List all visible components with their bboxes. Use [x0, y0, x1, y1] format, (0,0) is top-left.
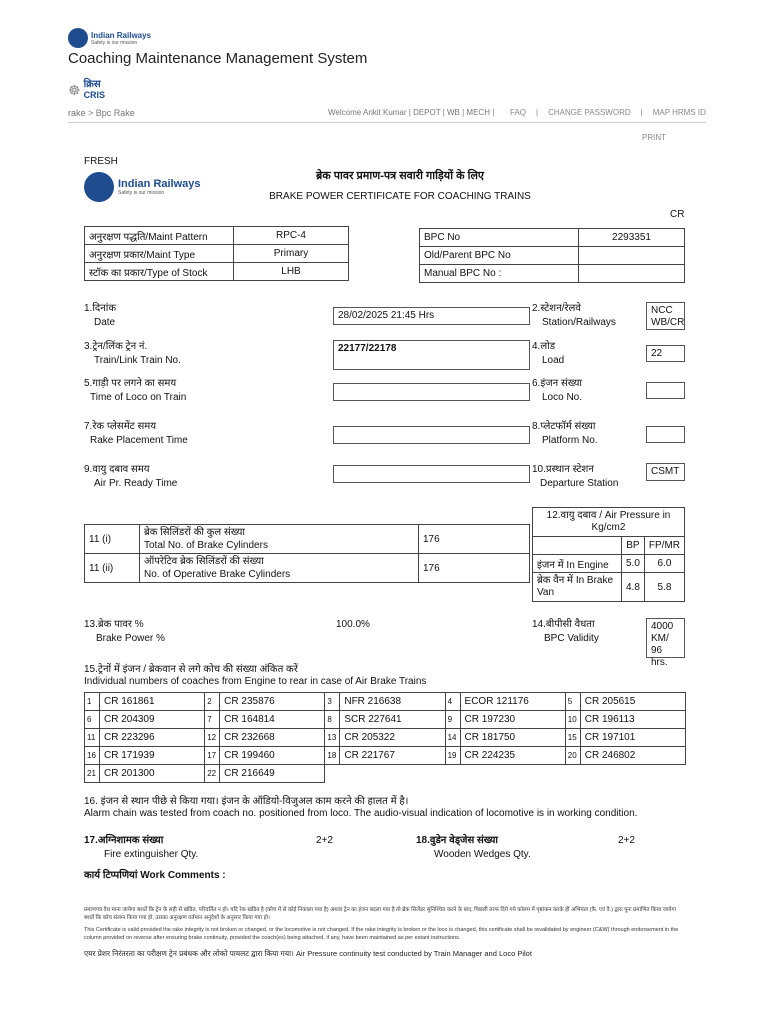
bpc-table [419, 228, 685, 283]
bpc-validity-label: 14.बीपीसी वैधता BPC Validity [532, 619, 599, 644]
table-row: Manual BPC No : [420, 265, 685, 283]
date-label: 1.दिनांक Date [84, 303, 117, 328]
coach-number: CR 161861 [99, 693, 204, 711]
print-button[interactable]: PRINT [642, 133, 666, 142]
map-hrms-link[interactable]: MAP HRMS ID [652, 108, 706, 117]
air-ready-label: 9.वायु दबाव समय Air Pr. Ready Time [84, 464, 178, 489]
rake-placement-label: 7.रेक प्लेसमेंट समय Rake Placement Time [84, 421, 188, 446]
load-field[interactable]: 22 [646, 345, 685, 362]
coach-number: CR 164814 [220, 711, 325, 729]
railways-emblem-icon [84, 172, 114, 202]
railways-emblem-icon [68, 28, 88, 48]
table-row: Old/Parent BPC No [420, 247, 685, 265]
coach-index: 10 [565, 711, 580, 729]
table-row [85, 765, 686, 783]
coach-number: CR 232668 [220, 729, 325, 747]
coach-index: 17 [205, 747, 220, 765]
coach-number: ECOR 121176 [460, 693, 565, 711]
coach-index: 21 [85, 765, 100, 783]
footer-hindi: प्रमाणपत्र वैध माना जायेगा बशर्ते कि ट्रेन के सही से खंडित, परिवर्तित न हो। यदि रेक खंडित है (कोच में से कोई निकाला गया है) अथवा ट्रेन का इंजन बदला गया है तो ब्रेक सिलेंडर सुनिश्चित करने के बाद, पिछली तरफ दिये गये कॉलम में पृष्ठांकन करके ही अभियंता (कै. एवं वै.) द्वारा पुनः प्रमाणित किया जायेगा बशर्ते कि कोच संलग्न किया गया हो, उसका अनुरक्षण वर्तमान अनुदेशों के अनुसार किया गया हो। [84, 907, 676, 921]
change-password-link[interactable]: CHANGE PASSWORD [548, 108, 631, 117]
table-row [85, 711, 686, 729]
coach-number: CR 197101 [580, 729, 685, 747]
coach-index: 13 [325, 729, 340, 747]
table-row [85, 729, 686, 747]
table-row [85, 747, 686, 765]
table-row: BP FP/MR [533, 537, 685, 555]
coach-number: CR 221767 [340, 747, 445, 765]
coach-number: CR 224235 [460, 747, 565, 765]
indian-railways-logo [68, 28, 151, 48]
table-row: ब्रेक वैन में In Brake Van 4.8 5.8 [533, 573, 685, 602]
coach-index: 8 [325, 711, 340, 729]
coach-number: CR 246802 [580, 747, 685, 765]
station-label: 2.स्टेशन/रेलवे Station/Railways [532, 303, 616, 328]
footer-air-continuity: एयर प्रेशर निरंतरता का परीक्षण ट्रेन प्रबंधक और लोको पायलट द्वारा किया गया। Air Pressure continuity test conducted by Train Manager and Loco Pilot [84, 949, 532, 958]
coach-index: 6 [85, 711, 100, 729]
station-field[interactable]: NCC WB/CR [646, 302, 685, 330]
air-ready-field[interactable] [333, 465, 530, 483]
table-row: अनुरक्षण पद्धति/Maint Pattern RPC-4 [85, 227, 349, 245]
coach-number: CR 205615 [580, 693, 685, 711]
coach-index: 18 [325, 747, 340, 765]
loco-time-field[interactable] [333, 383, 530, 401]
coach-number: CR 204309 [99, 711, 204, 729]
coach-number: CR 181750 [460, 729, 565, 747]
brake-power-label: 13.ब्रेक पावर % Brake Power % [84, 619, 165, 644]
table-row: 12.वायु दबाव / Air Pressure in Kg/cm2 [533, 508, 685, 537]
coach-index: 1 [85, 693, 100, 711]
train-no-field[interactable]: 22177/22178 [333, 340, 530, 370]
brand-name: Indian Railways [91, 30, 152, 40]
title-hindi: ब्रेक पावर प्रमाण-पत्र सवारी गाड़ियों के लिए [316, 170, 484, 182]
coach-index: 20 [565, 747, 580, 765]
bpc-validity-field[interactable]: 4000 KM/ 96 hrs. [646, 618, 685, 658]
coach-index: 7 [205, 711, 220, 729]
rake-placement-field[interactable] [333, 426, 530, 444]
coach-number: CR 171939 [99, 747, 204, 765]
cylinders-table [84, 524, 530, 583]
title-english: BRAKE POWER CERTIFICATE FOR COACHING TRAINS [269, 191, 531, 202]
fire-value: 2+2 [316, 835, 333, 846]
table-row: इंजन में In Engine 5.0 6.0 [533, 555, 685, 573]
coach-index: 16 [85, 747, 100, 765]
platform-label: 8.प्लेटफॉर्म संख्या Platform No. [532, 421, 598, 446]
load-label: 4.लोड Load [532, 341, 565, 366]
departure-field[interactable]: CSMT [646, 463, 685, 481]
coach-number: CR 216649 [220, 765, 325, 783]
coach-index: 14 [445, 729, 460, 747]
platform-field[interactable] [646, 426, 685, 443]
welcome-text: Welcome Ankit Kumar | DEPOT | WB | MECH | [328, 108, 495, 117]
coach-number: CR 199460 [220, 747, 325, 765]
coach-index: 3 [325, 693, 340, 711]
brand-tagline: Safety is our mission [91, 39, 138, 46]
coach-index: 9 [445, 711, 460, 729]
faq-link[interactable]: FAQ [510, 108, 527, 117]
date-field[interactable]: 28/02/2025 21:45 Hrs [333, 307, 530, 325]
loco-time-label: 5.गाड़ी पर लगने का समय Time of Loco on Train [84, 378, 187, 403]
coach-index: 11 [85, 729, 100, 747]
top-nav: FAQ | CHANGE PASSWORD | MAP HRMS ID [510, 108, 706, 117]
coaches-heading-hindi: 15.ट्रेनों में इंजन / ब्रेकवान से लगे कोच की संख्या अंकित करें [84, 664, 298, 675]
breadcrumb[interactable]: rake > Bpc Rake [68, 108, 135, 118]
coach-index: 15 [565, 729, 580, 747]
table-row [85, 693, 686, 711]
coach-index: 12 [205, 729, 220, 747]
alarm-english: Alarm chain was tested from coach no. positioned from loco. The audio-visual indication of locomotive is in working condition. [84, 808, 638, 819]
coach-number: NFR 216638 [340, 693, 445, 711]
coach-index: 22 [205, 765, 220, 783]
coach-number: CR 201300 [99, 765, 204, 783]
coach-index: 19 [445, 747, 460, 765]
coach-number: CR 197230 [460, 711, 565, 729]
coach-index: 5 [565, 693, 580, 711]
table-row: BPC No 2293351 [420, 229, 685, 247]
table-row: 11 (i) ब्रेक सिलिंडरों की कुल संख्या Total No. of Brake Cylinders 176 [85, 525, 530, 554]
wedges-value: 2+2 [618, 835, 635, 846]
wedges-label: 18.वुडेन वेड्जेस संख्या Wooden Wedges Qty. [416, 835, 531, 860]
coach-number: CR 205322 [340, 729, 445, 747]
coach-index: 4 [445, 693, 460, 711]
table-row: 11 (ii) ऑपरेटिव ब्रेक सिलिंडरों की संख्या No. of Operative Brake Cylinders 176 [85, 554, 530, 583]
table-row: अनुरक्षण प्रकार/Maint Type Primary [85, 245, 349, 263]
departure-label: 10.प्रस्थान स्टेशन Departure Station [532, 464, 619, 489]
certificate-logo: Indian Railways Safety is our mission [84, 172, 201, 202]
loco-no-field[interactable] [646, 382, 685, 399]
footer-english: This Certificate is valid provided the rake integrity is not broken or changed, or the locomotive is not changed. If the rake integrity is broken or the loco is changed, this certificate shall be revalidated by engineer (C&W) through endorsement in the column provided on reverse after ensuring brake continuity, provided the coach(es) being attached, if any, have been maintained as per extant instructions. [84, 927, 679, 941]
loco-no-label: 6.इंजन संख्या Loco No. [532, 378, 583, 403]
air-pressure-table [532, 507, 685, 602]
coach-index: 2 [205, 693, 220, 711]
status-label: FRESH [84, 156, 118, 167]
coaches-grid [84, 692, 686, 783]
coaches-table [84, 692, 686, 783]
brake-power-value: 100.0% [336, 619, 370, 630]
coach-number: SCR 227641 [340, 711, 445, 729]
zone-label: CR [670, 209, 685, 220]
fire-label: 17.अग्निशामक संख्या Fire extinguisher Qty. [84, 835, 199, 860]
train-label: 3.ट्रेन/लिंक ट्रेन नं. Train/Link Train No. [84, 341, 181, 366]
system-title: Coaching Maintenance Management System [68, 50, 368, 67]
coaches-heading-english: Individual numbers of coaches from Engine to rear in case of Air Brake Trains [84, 676, 427, 687]
work-comments-label: कार्य टिप्पणियां Work Comments : [84, 870, 226, 881]
header-divider [68, 122, 706, 123]
ashoka-emblem-icon: ☸ [68, 81, 81, 98]
coach-number: CR 223296 [99, 729, 204, 747]
cris-logo: ☸ क्रिस CRIS [68, 79, 106, 100]
maint-table [84, 226, 349, 281]
coach-number: CR 196113 [580, 711, 685, 729]
alarm-hindi: 16. इंजन से स्थान पीछे से किया गया। इंजन के ऑडियो-विजुअल काम करने की हालत में है। [84, 796, 409, 807]
coach-number: CR 235876 [220, 693, 325, 711]
table-row: स्टॉक का प्रकार/Type of Stock LHB [85, 263, 349, 281]
